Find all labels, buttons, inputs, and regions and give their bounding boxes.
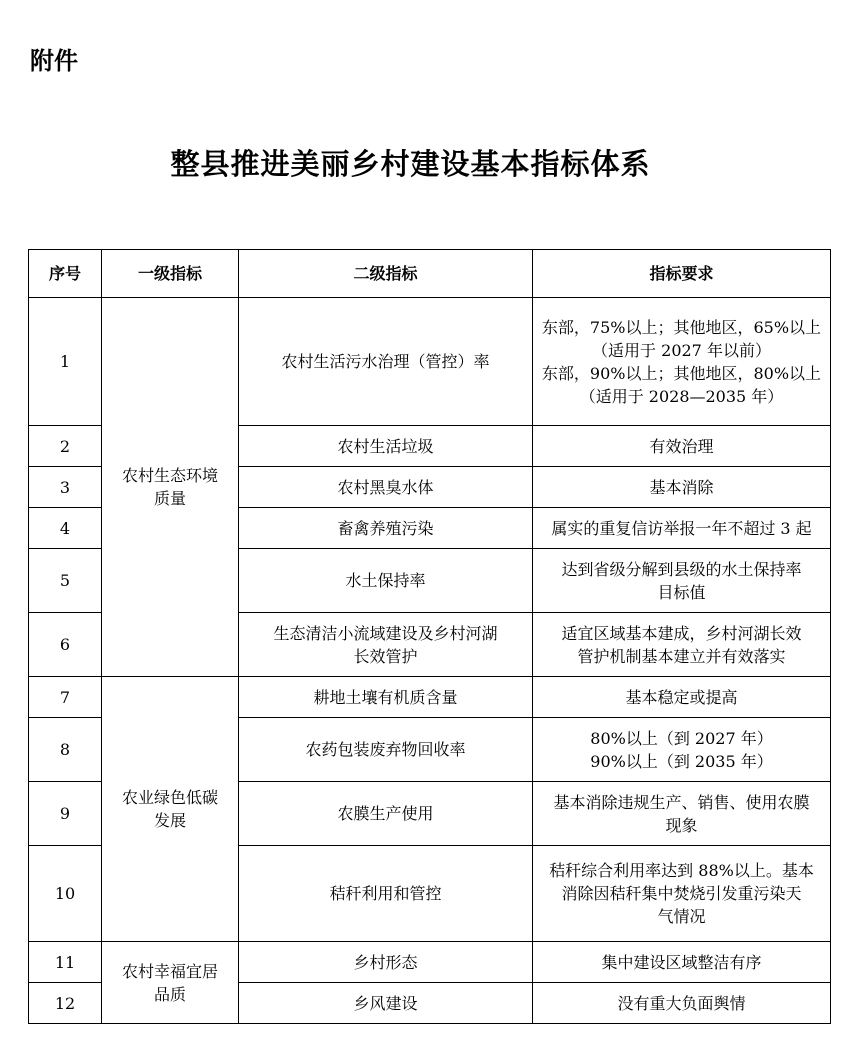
document-title: 整县推进美丽乡村建设基本指标体系 [170,147,651,181]
seq-cell: 11 [29,942,102,983]
seq-cell: 9 [29,782,102,846]
requirement-cell: 集中建设区域整洁有序 [533,942,831,983]
indicator-table [28,249,831,1024]
seq-cell: 7 [29,677,102,718]
seq-cell: 2 [29,426,102,467]
level2-cell: 畜禽养殖污染 [239,508,533,549]
level2-cell: 农村生活污水治理（管控）率 [239,298,533,426]
requirement-cell: 基本消除 [533,467,831,508]
requirement-cell: 没有重大负面舆情 [533,983,831,1024]
group-cell-agriculture: 农业绿色低碳 发展 [102,677,239,942]
seq-cell: 4 [29,508,102,549]
table-row [29,942,831,983]
seq-cell: 1 [29,298,102,426]
seq-cell: 3 [29,467,102,508]
level2-cell: 乡风建设 [239,983,533,1024]
requirement-cell: 基本稳定或提高 [533,677,831,718]
level2-cell: 乡村形态 [239,942,533,983]
group-cell-livability: 农村幸福宜居 品质 [102,942,239,1024]
level2-cell: 农村生活垃圾 [239,426,533,467]
group-cell-ecology: 农村生态环境 质量 [102,298,239,677]
attachment-label: 附件 [30,47,78,75]
requirement-cell: 属实的重复信访举报一年不超过 3 起 [533,508,831,549]
requirement-cell: 东部，75%以上；其他地区，65%以上 （适用于 2027 年以前） 东部，90%以上；其他地区，80%以上 （适用于 2028—2035 年） [533,298,831,426]
seq-cell: 10 [29,846,102,942]
level2-cell: 农药包装废弃物回收率 [239,718,533,782]
level2-cell: 耕地土壤有机质含量 [239,677,533,718]
header-level1: 一级指标 [102,250,239,298]
requirement-cell: 基本消除违规生产、销售、使用农膜 现象 [533,782,831,846]
seq-cell: 6 [29,613,102,677]
header-requirement: 指标要求 [533,250,831,298]
requirement-cell: 适宜区域基本建成，乡村河湖长效 管护机制基本建立并有效落实 [533,613,831,677]
seq-cell: 5 [29,549,102,613]
header-seq: 序号 [29,250,102,298]
level2-cell: 农膜生产使用 [239,782,533,846]
level2-cell: 农村黑臭水体 [239,467,533,508]
header-level2: 二级指标 [239,250,533,298]
level2-cell: 秸秆利用和管控 [239,846,533,942]
seq-cell: 12 [29,983,102,1024]
level2-cell: 水土保持率 [239,549,533,613]
requirement-cell: 有效治理 [533,426,831,467]
requirement-cell: 达到省级分解到县级的水土保持率 目标值 [533,549,831,613]
seq-cell: 8 [29,718,102,782]
requirement-cell: 秸秆综合利用率达到 88%以上。基本 消除因秸秆集中焚烧引发重污染天 气情况 [533,846,831,942]
table-row [29,677,831,718]
level2-cell: 生态清洁小流域建设及乡村河湖 长效管护 [239,613,533,677]
table-header-row [29,250,831,298]
table-row [29,298,831,426]
requirement-cell: 80%以上（到 2027 年） 90%以上（到 2035 年） [533,718,831,782]
